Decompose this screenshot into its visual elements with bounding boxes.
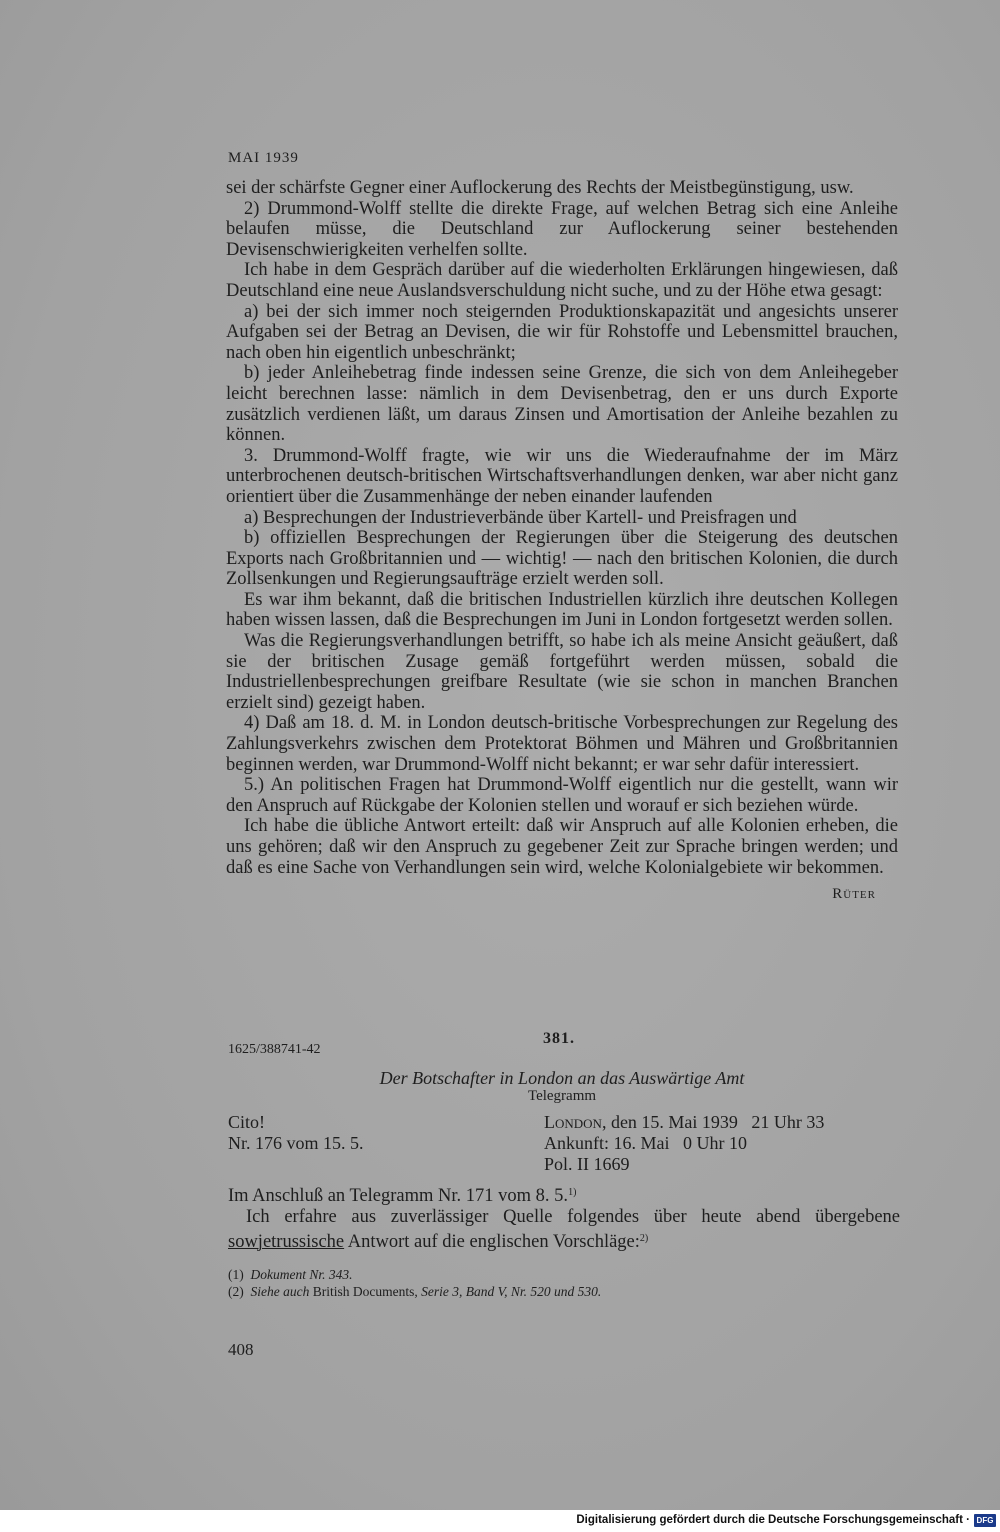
paragraph-text-end: Antwort auf die englischen Vorschläge: — [344, 1232, 640, 1252]
footnote-marker: (1) — [228, 1267, 244, 1282]
paragraph: b) jeder Anleihebetrag finde indessen seine Grenze, die sich von dem Anleihegeber leicht berechnen lasse: nämlich in dem Devisenbetrag, den er uns durch Exporte zusätzlich verdienen läßt, um daraus Zinsen und Amortisation der Anleihe bezahlen zu können. — [226, 363, 898, 446]
arrival-line: Ankunft: 16. Mai 0 Uhr 10 — [544, 1133, 747, 1153]
funding-banner — [0, 1510, 1000, 1532]
paragraph: Ich habe die übliche Antwort erteilt: daß wir Anspruch auf alle Kolonien erheben, die uns gehören; daß wir den Anspruch zu gegebener Zeit zur Sprache bringen werden; und daß es eine Sache von Verhandlungen sein wird, welche Kolonialgebiete wir bekommen. — [226, 816, 898, 878]
paragraph: 5.) An politischen Fragen hat Drummond-Wolff eigentlich nur die gestellt, wann wir den Anspruch auf Rückgabe der Kolonien stellen und worauf er sich beziehen würde. — [226, 775, 898, 816]
signature: Rüter — [832, 886, 876, 903]
footnote-text-plain: British Documents, — [309, 1284, 422, 1299]
paragraph: Es war ihm bekannt, daß die britischen Industriellen kürzlich ihre deutschen Kollegen haben wissen lassen, daß die Besprechungen im Juni in London fortgesetzt werden sollen. — [226, 589, 898, 631]
telegram-right-block — [544, 1112, 824, 1175]
paragraph-text: Ich erfahre aus zuverlässiger Quelle folgendes über heute abend übergebene — [246, 1207, 900, 1227]
telegram-body — [228, 1182, 900, 1253]
footnotes — [228, 1266, 601, 1300]
footnote — [228, 1283, 601, 1300]
paragraph: Was die Regierungsverhandlungen betrifft, so habe ich als meine Ansicht geäußert, daß sie der britischen Zusage gemäß fortgeführt werden müssen, sobald die Industriellenbesprechungen greifbare Resultate (wie sie schon in manchen Branchen erzielt sind) gezeigt haben. — [226, 631, 898, 713]
paragraph: a) Besprechungen der Industrieverbände über Kartell- und Preisfragen und — [244, 507, 797, 528]
underlined-word: sowjetrussische — [228, 1232, 345, 1252]
paragraph: 3. Drummond-Wolff fragte, wie wir uns die Wiederaufnahme der im März unterbrochenen deutsch-britischen Wirtschaftsverhandlungen denken, war aber nicht ganz orientiert über die Zusammenhänge der neben einander laufenden — [226, 445, 898, 507]
body-text — [226, 178, 898, 905]
cito-line: Cito! — [228, 1112, 266, 1132]
document-number: 381. — [543, 1030, 575, 1047]
funding-text: Digitalisierung gefördert durch die Deutsche Forschungsgemeinschaft · — [576, 1514, 970, 1526]
dfg-logo: DFG — [974, 1514, 996, 1527]
page-number: 408 — [228, 1340, 254, 1359]
footnote-text-italic: Serie 3, Band V, Nr. 520 und 530. — [421, 1284, 602, 1299]
footnote-marker: (2) — [228, 1284, 244, 1299]
telegram-left-block — [228, 1112, 364, 1154]
pol-line: Pol. II 1669 — [544, 1154, 630, 1174]
footnote-text: Dokument Nr. 343. — [250, 1267, 353, 1282]
paragraph: 4) Daß am 18. d. M. in London deutsch-britische Vorbesprechungen zur Regelung des Zahlungsverkehrs zwischen dem Protektorat Böhmen und Mähren und Großbritannien beginnen werden, war Drummond-Wolff nicht bekannt; er war sehr dafür interessiert. — [226, 713, 898, 775]
footnote-text: Siehe auch — [250, 1284, 310, 1299]
paragraph: Ich habe in dem Gespräch darüber auf die wiederholten Erklärungen hingewiesen, daß Deutschland eine neue Auslandsverschuldung nicht suche, und zu der Höhe etwa gesagt: — [226, 260, 898, 301]
paragraph: sei der schärfste Gegner einer Auflockerung des Rechts der Meistbegünstigung, usw. — [226, 178, 854, 198]
dateline — [544, 1112, 824, 1133]
telegram-number-line: Nr. 176 vom 15. 5. — [228, 1133, 364, 1153]
document-title: Der Botschafter in London an das Auswärtige Amt — [379, 1068, 745, 1088]
reference-text: Im Anschluß an Telegramm Nr. 171 vom 8. 5. — [228, 1186, 569, 1206]
running-header: MAI 1939 — [228, 150, 299, 166]
telegram-paragraph — [228, 1207, 900, 1253]
dateline-rest: , den 15. Mai 1939 21 Uhr 33 — [601, 1112, 825, 1132]
footnote — [228, 1266, 601, 1283]
footnote-marker: 1) — [568, 1187, 577, 1198]
document-reference: 1625/388741-42 — [228, 1042, 321, 1057]
footnote-marker: 2) — [639, 1233, 649, 1244]
document-type: Telegramm — [527, 1088, 597, 1104]
paragraph: a) bei der sich immer noch steigernden Produktionskapazität und angesichts unserer Aufgaben sei der Betrag an Devisen, die wir für Rohstoffe und Lebensmittel brauchen, nach oben hin eigentlich unbeschränkt; — [226, 301, 898, 363]
paragraph: 2) Drummond-Wolff stellte die direkte Frage, auf welchen Betrag sich eine Anleihe belaufen müsse, die Deutschland zur Auflockerung seiner bestehenden Devisenschwierigkeiten verhelfen sollte. — [226, 198, 898, 260]
paragraph: b) offiziellen Besprechungen der Regierungen über die Steigerung des deutschen Exports nach Großbritannien und — wichtig! — nach den britischen Kolonien, die durch Zollsenkungen und Regierungsaufträge erzielt werden soll. — [226, 528, 898, 590]
reference-line — [228, 1182, 900, 1207]
place-name: London — [544, 1112, 602, 1132]
